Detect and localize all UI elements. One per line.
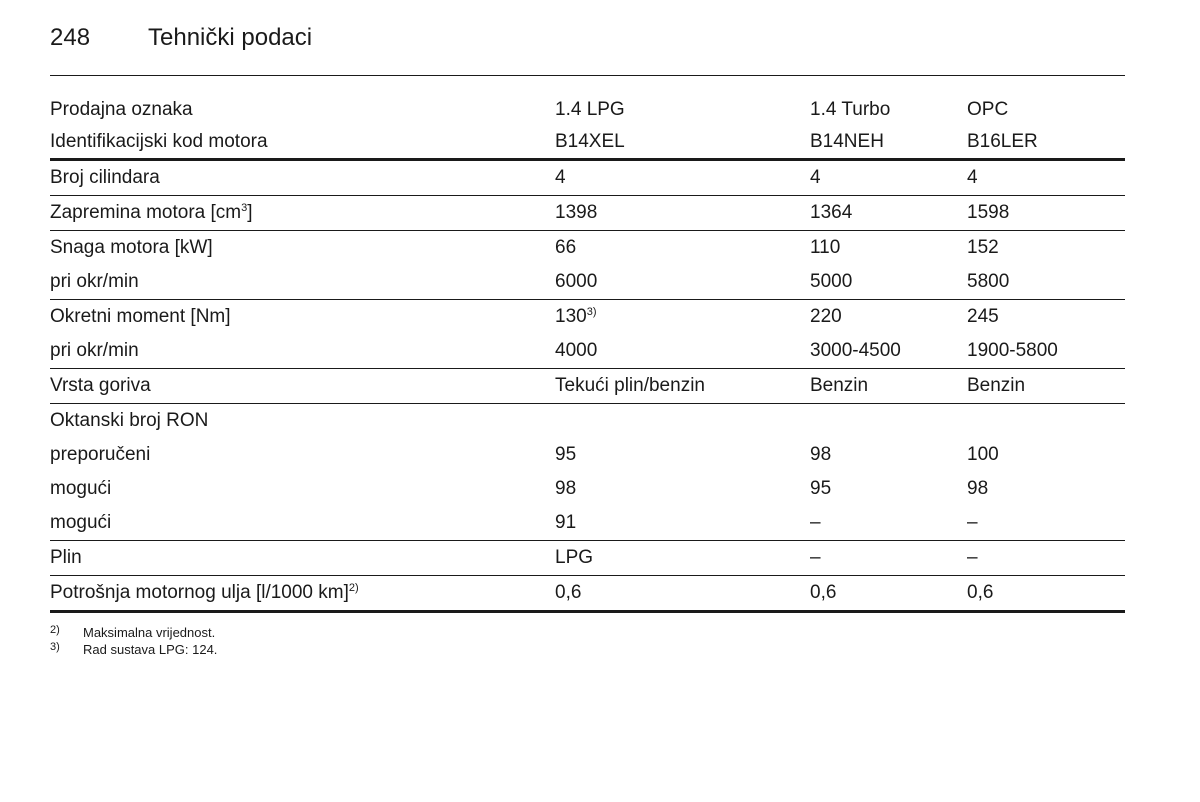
row-label: [50, 576, 555, 612]
table-cell: [810, 404, 967, 439]
table-cell: 5800: [967, 265, 1125, 300]
table-cell: 1398: [555, 196, 810, 231]
table-cell: 4: [810, 160, 967, 196]
table-row: [50, 265, 1125, 300]
table-cell: –: [810, 541, 967, 576]
table-cell: 1598: [967, 196, 1125, 231]
table-header-row: [50, 94, 1125, 126]
row-label: Vrsta goriva: [50, 369, 555, 404]
table-cell: 5000: [810, 265, 967, 300]
table-cell: 98: [810, 444, 832, 465]
footnotes: [50, 624, 217, 658]
table-cell: 4: [555, 160, 810, 196]
header-cell: 1.4 Turbo: [810, 99, 891, 120]
cell-value: 130: [555, 306, 587, 327]
table-cell: 0,6: [555, 576, 810, 612]
footnote: [50, 641, 217, 658]
table-cell: 95: [810, 478, 832, 499]
table-cell: 66: [555, 237, 577, 258]
row-label: Broj cilindara: [50, 160, 555, 196]
footnote-text: Rad sustava LPG: 124.: [83, 642, 218, 657]
footnote-mark: 3): [50, 641, 60, 653]
row-label: pri okr/min: [50, 334, 555, 369]
table-cell: –: [810, 506, 967, 541]
row-label: preporučeni: [50, 444, 151, 465]
table-cell: 4000: [555, 334, 810, 369]
header-cell: Prodajna oznaka: [50, 99, 193, 120]
engine-specs-table: [50, 94, 1125, 613]
table-row: [50, 472, 1125, 506]
page-title: Tehnički podaci: [148, 24, 313, 51]
table-cell: Benzin: [967, 369, 1125, 404]
table-row: [50, 438, 1125, 472]
table-cell: 0,6: [967, 576, 1125, 612]
table-header-row: [50, 126, 1125, 160]
header-cell: B14XEL: [555, 126, 810, 160]
table-cell: 220: [810, 306, 842, 327]
row-label: mogući: [50, 478, 112, 499]
table-cell: –: [967, 506, 1125, 541]
table-cell: [555, 300, 810, 335]
footnote-mark: 2): [50, 624, 60, 636]
table-cell: 91: [555, 506, 810, 541]
table-row: [50, 404, 1125, 439]
table-cell: Benzin: [810, 369, 967, 404]
table-cell: 100: [967, 444, 999, 465]
table-cell: [967, 404, 1125, 439]
header-cell: B14NEH: [810, 126, 967, 160]
table-row: [50, 506, 1125, 541]
table-row: [50, 231, 1125, 266]
header-cell: Identifikacijski kod motora: [50, 126, 555, 160]
table-cell: 95: [555, 444, 577, 465]
table-row: [50, 160, 1125, 196]
header-cell: B16LER: [967, 126, 1125, 160]
table-cell: 110: [810, 237, 841, 258]
table-row: [50, 334, 1125, 369]
table-cell: LPG: [555, 541, 810, 576]
table-cell: 98: [967, 478, 989, 499]
row-label: Okretni moment [Nm]: [50, 306, 231, 327]
table-cell: 3000-4500: [810, 334, 967, 369]
row-label: Plin: [50, 541, 555, 576]
table-cell: –: [967, 541, 1125, 576]
row-label: [50, 196, 555, 231]
header-divider: [50, 75, 1125, 76]
superscript: 3: [241, 202, 248, 214]
row-label: pri okr/min: [50, 265, 555, 300]
table-cell: 6000: [555, 265, 810, 300]
footnote-ref: 3): [586, 306, 597, 318]
page-header: [50, 24, 312, 58]
page-number: 248: [50, 24, 91, 51]
table-row: [50, 300, 1125, 335]
header-cell: 1.4 LPG: [555, 99, 625, 120]
row-label: Snaga motora [kW]: [50, 237, 213, 258]
label-text: Potrošnja motornog ulja [l/1000 km]: [50, 582, 349, 603]
row-label: Oktanski broj RON: [50, 410, 209, 431]
footnote-ref: 2): [348, 582, 359, 594]
label-text: ]: [247, 202, 253, 223]
table-row: [50, 576, 1125, 612]
table-cell: 1900-5800: [967, 334, 1125, 369]
table-cell: 1364: [810, 196, 967, 231]
table-cell: 0,6: [810, 576, 967, 612]
header-cell: OPC: [967, 99, 1009, 120]
label-text: Zapremina motora [cm: [50, 202, 242, 223]
footnote-text: Maksimalna vrijednost.: [83, 625, 216, 640]
table-cell: [555, 404, 810, 439]
table-cell: 152: [967, 237, 999, 258]
table-cell: 245: [967, 306, 999, 327]
table-cell: Tekući plin/benzin: [555, 369, 810, 404]
table-row: [50, 369, 1125, 404]
table-cell: 4: [967, 160, 1125, 196]
table-row: [50, 196, 1125, 231]
row-label: mogući: [50, 506, 555, 541]
table-row: [50, 541, 1125, 576]
table-cell: 98: [555, 478, 577, 499]
